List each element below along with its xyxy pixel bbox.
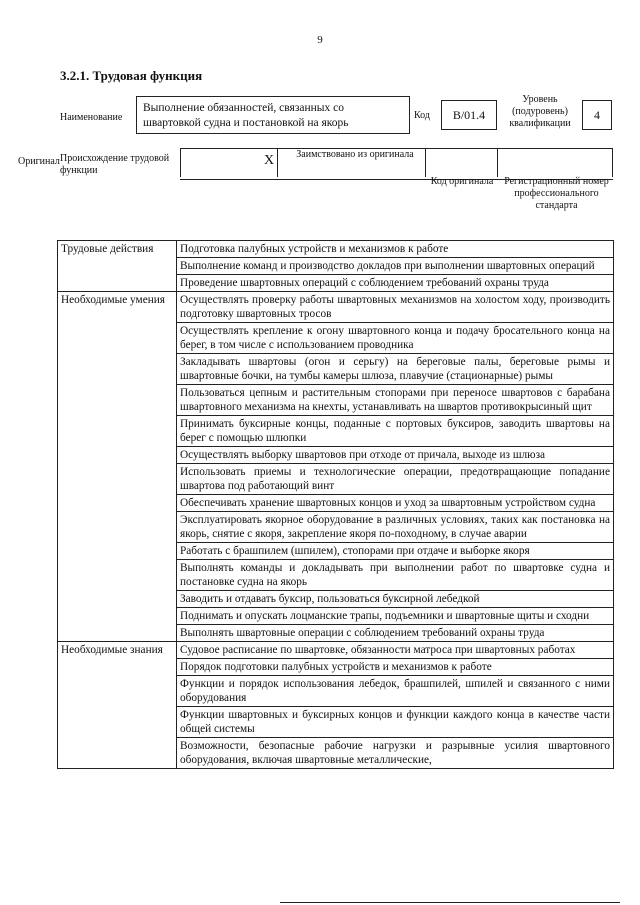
row-item: Заводить и отдавать буксир, пользоваться буксирной лебедкой: [177, 591, 614, 608]
row-item: Проведение швартовных операций с соблюдением требований охраны труда: [177, 275, 614, 292]
table-row: [58, 642, 614, 659]
borrowed-label: Заимствовано из оригинала: [296, 149, 414, 160]
row-item: Подготовка палубных устройств и механизмов к работе: [177, 241, 614, 258]
table-row: [58, 241, 614, 258]
row-item: Функции швартовных и буксирных концов и функции каждого конца в качестве части общей системы: [177, 707, 614, 738]
row-item: Работать с брашпилем (шпилем), стопорами при отдаче и выборке якоря: [177, 543, 614, 560]
row-item: Выполнение команд и производство докладов при выполнении швартовных операций: [177, 258, 614, 275]
function-name-value: Выполнение обязанностей, связанных со швартовкой судна и постановкой на якорь: [143, 102, 349, 129]
row-item: Осуществлять проверку работы швартовных механизмов на холостом ходу, производить подготовку швартовных тросов: [177, 292, 614, 323]
row-item: Закладывать швартовы (огон и серьгу) на береговые палы, береговые рымы и швартовные бочки, на тумбы камеры шлюза, плавучие (стационарные) рымы: [177, 354, 614, 385]
row-item: Использовать приемы и технологические операции, предотвращающие попадание швартова под работающий винт: [177, 464, 614, 495]
original-label: Оригинал: [18, 156, 60, 167]
origin-label: Происхождение трудовой функции: [60, 153, 170, 176]
function-table: [57, 240, 614, 769]
row-item: Осуществлять крепление к огону швартовного конца и подачу бросательного конца на берег, в том числе с использованием проводника: [177, 323, 614, 354]
level-label: Уровень (подуровень) квалификации: [509, 94, 571, 129]
row-item: Обеспечивать хранение швартовных концов и уход за швартовным устройством судна: [177, 495, 614, 512]
origin-cell-code: [426, 149, 498, 177]
row-item: Порядок подготовки палубных устройств и механизмов к работе: [177, 659, 614, 676]
row-item: Функции и порядок использования лебедок, брашпилей, шпилей и связанного с ними оборудования: [177, 676, 614, 707]
table-row: [58, 292, 614, 323]
code-value: B/01.4: [452, 107, 486, 122]
registration-number-label: Регистрационный номер профессионального стандарта: [504, 176, 609, 211]
row-category: Трудовые действия: [58, 241, 177, 292]
row-item: Осуществлять выборку швартовов при отходе от причала, выходе из шлюза: [177, 447, 614, 464]
original-mark: X: [264, 153, 275, 168]
row-item: Эксплуатировать якорное оборудование в различных условиях, таких как постановка на якорь, снятие с якоря, закрепление якоря по-походному, в случае аварии: [177, 512, 614, 543]
row-item: Принимать буксирные концы, поданные с портовых буксиров, заводить швартовы на берег с помощью шлюпки: [177, 416, 614, 447]
level-value-box: [582, 100, 612, 130]
page-number: 9: [317, 34, 323, 46]
code-value-box: [441, 100, 497, 130]
row-item: Поднимать и опускать лоцманские трапы, подъемники и швартовные щиты и сходни: [177, 608, 614, 625]
code-label: Код: [414, 110, 430, 121]
divider: [280, 902, 620, 903]
row-item: Выполнять команды и докладывать при выполнении работ по швартовке судна и постановке судна на якорь: [177, 560, 614, 591]
row-item: Выполнять швартовные операции с соблюдением требований охраны труда: [177, 625, 614, 642]
row-category: Необходимые умения: [58, 292, 177, 642]
level-value: 4: [594, 107, 600, 122]
row-category: Необходимые знания: [58, 642, 177, 769]
section-title: 3.2.1. Трудовая функция: [60, 68, 203, 83]
origin-cell-reg: [498, 149, 613, 177]
row-item: Судовое расписание по швартовке, обязанности матроса при швартовных работах: [177, 642, 614, 659]
name-label: Наименование: [60, 112, 123, 123]
row-item: Пользоваться цепным и растительным стопорами при переносе швартовов с барабана швартовного механизма на кнехты, устанавливать на швартов противокрысиный щит: [177, 385, 614, 416]
original-code-label: Код оригинала: [430, 176, 494, 187]
row-item: Возможности, безопасные рабочие нагрузки и разрывные усилия швартовного оборудования, включая швартовные металлические,: [177, 738, 614, 769]
function-name-box: [136, 96, 410, 134]
